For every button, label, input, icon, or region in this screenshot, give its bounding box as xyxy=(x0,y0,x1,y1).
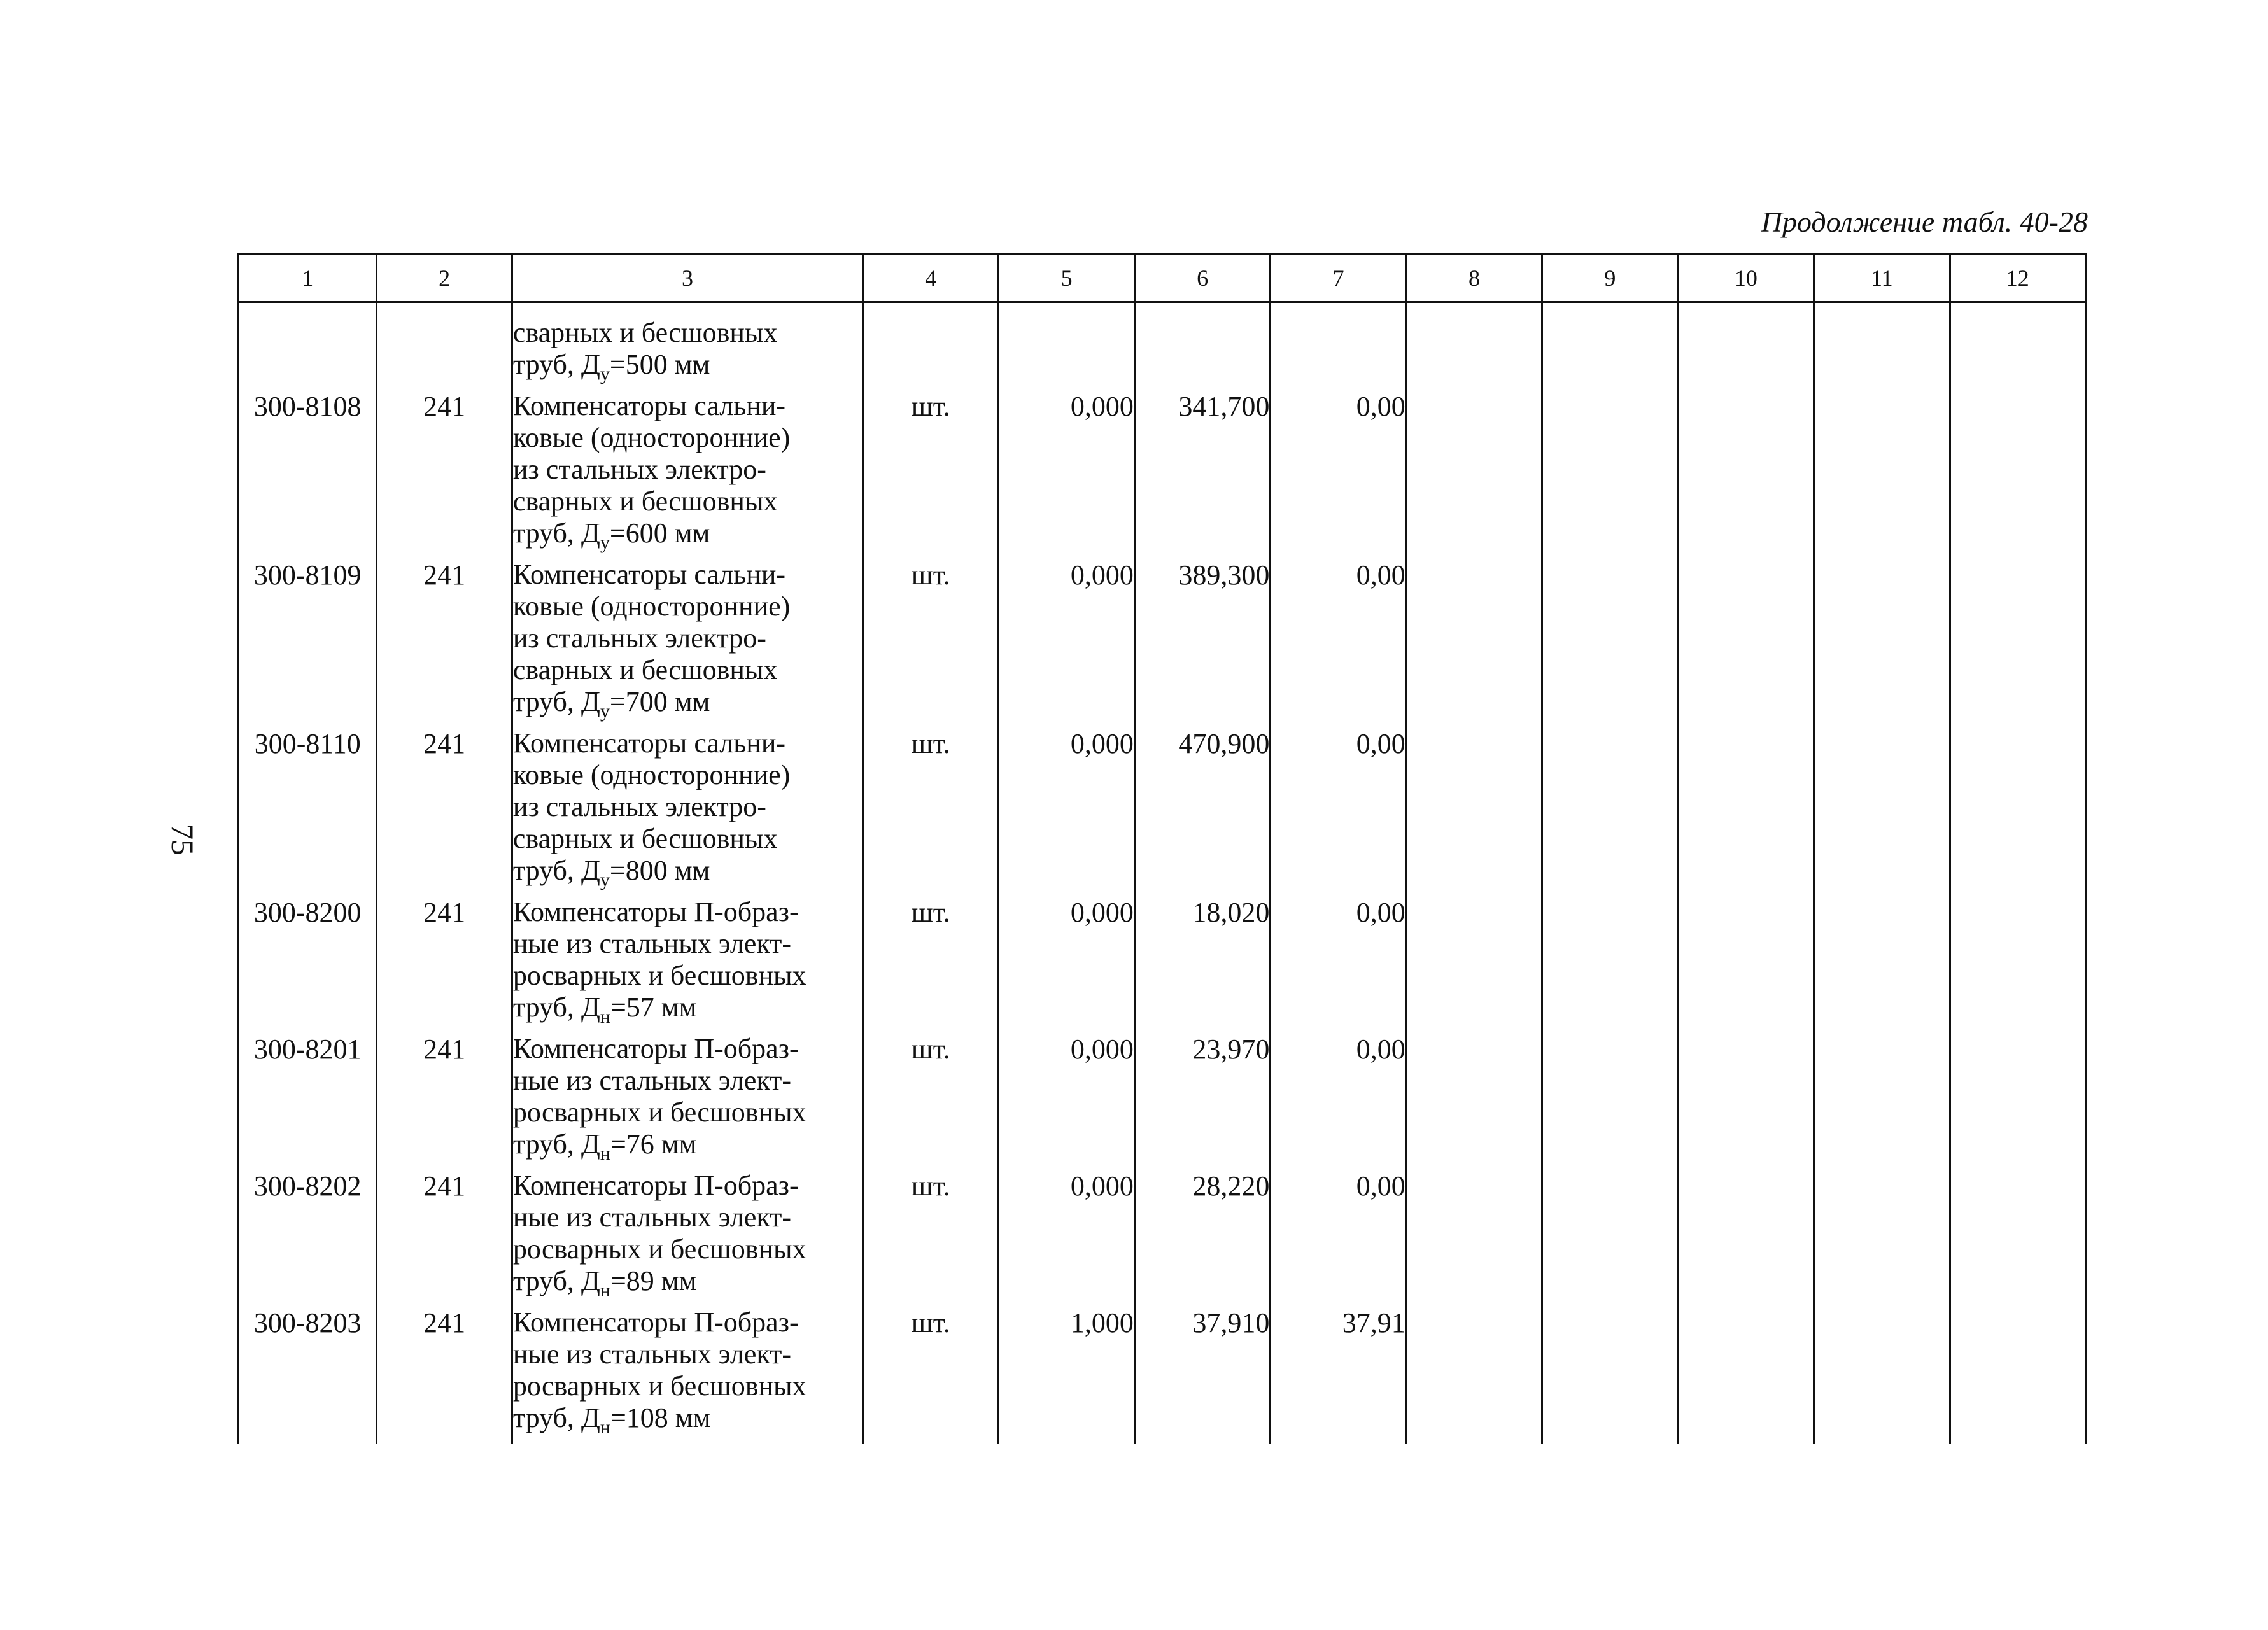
row-code xyxy=(239,302,377,391)
row-number: 241 xyxy=(377,559,512,727)
row-empty-col-10 xyxy=(1678,559,1814,727)
column-header-9: 9 xyxy=(1542,255,1678,302)
diameter-subscript: н xyxy=(600,1006,610,1027)
row-total: 0,00 xyxy=(1271,390,1406,559)
row-price: 28,220 xyxy=(1134,1170,1270,1307)
row-number: 241 xyxy=(377,727,512,896)
row-number: 241 xyxy=(377,1170,512,1307)
name-line: Компенсаторы сальни- xyxy=(512,559,786,590)
row-empty-col-8 xyxy=(1406,1033,1542,1170)
row-total: 0,00 xyxy=(1271,559,1406,727)
row-empty-col-10 xyxy=(1678,1033,1814,1170)
row-empty-col-12 xyxy=(1950,302,2086,391)
diameter-subscript: у xyxy=(600,532,610,553)
name-line: ковые (односторонние) xyxy=(512,422,791,453)
row-quantity: 0,000 xyxy=(999,559,1134,727)
name-line: сварных и бесшовных xyxy=(512,654,778,685)
name-line: росварных и бесшовных xyxy=(512,1097,806,1128)
name-line: Компенсаторы П-образ- xyxy=(512,1170,799,1201)
row-empty-col-11 xyxy=(1814,1307,1950,1444)
row-empty-col-11 xyxy=(1814,390,1950,559)
diameter-subscript: н xyxy=(600,1143,610,1164)
row-empty-col-8 xyxy=(1406,302,1542,391)
row-empty-col-10 xyxy=(1678,896,1814,1033)
row-empty-col-8 xyxy=(1406,1307,1542,1444)
row-name xyxy=(512,559,863,727)
row-name xyxy=(512,302,863,391)
row-empty-col-10 xyxy=(1678,1307,1814,1444)
row-empty-col-9 xyxy=(1542,1170,1678,1307)
row-price: 389,300 xyxy=(1134,559,1270,727)
name-line: Компенсаторы сальни- xyxy=(512,390,786,421)
row-empty-col-12 xyxy=(1950,896,2086,1033)
row-unit: шт. xyxy=(863,727,999,896)
row-empty-col-9 xyxy=(1542,390,1678,559)
row-number: 241 xyxy=(377,1307,512,1444)
diameter-subscript: н xyxy=(600,1417,610,1438)
row-number: 241 xyxy=(377,896,512,1033)
name-line: росварных и бесшовных xyxy=(512,1233,806,1265)
row-unit: шт. xyxy=(863,1170,999,1307)
row-code: 300-8200 xyxy=(239,896,377,1033)
name-line: из стальных электро- xyxy=(512,791,766,822)
table-row xyxy=(239,896,2086,1033)
table-row xyxy=(239,1170,2086,1307)
row-empty-col-9 xyxy=(1542,896,1678,1033)
name-line: из стальных электро- xyxy=(512,454,766,485)
row-empty-col-12 xyxy=(1950,727,2086,896)
row-quantity: 0,000 xyxy=(999,390,1134,559)
row-quantity: 0,000 xyxy=(999,896,1134,1033)
row-unit: шт. xyxy=(863,1033,999,1170)
name-line: сварных и бесшовных xyxy=(512,317,778,348)
table-row xyxy=(239,727,2086,896)
row-quantity: 0,000 xyxy=(999,727,1134,896)
name-line: ковые (односторонние) xyxy=(512,759,791,790)
page-number: 75 xyxy=(165,824,201,855)
diameter-subscript: у xyxy=(600,869,610,890)
row-quantity: 0,000 xyxy=(999,1033,1134,1170)
table-row xyxy=(239,559,2086,727)
row-empty-col-8 xyxy=(1406,896,1542,1033)
name-line: росварных и бесшовных xyxy=(512,1370,806,1402)
row-price: 37,910 xyxy=(1134,1307,1270,1444)
row-empty-col-11 xyxy=(1814,727,1950,896)
name-line: Компенсаторы П-образ- xyxy=(512,1033,799,1064)
price-table xyxy=(237,253,2087,1444)
row-price: 470,900 xyxy=(1134,727,1270,896)
row-total: 0,00 xyxy=(1271,727,1406,896)
name-line: труб, $Д_н=108$ мм xyxy=(512,1402,711,1438)
diameter-subscript: н xyxy=(600,1280,610,1301)
row-empty-col-12 xyxy=(1950,390,2086,559)
row-name xyxy=(512,1307,863,1444)
column-header-8: 8 xyxy=(1406,255,1542,302)
row-empty-col-8 xyxy=(1406,559,1542,727)
name-line: ковые (односторонние) xyxy=(512,591,791,622)
column-header-1: 1 xyxy=(239,255,377,302)
name-line: росварных и бесшовных xyxy=(512,960,806,991)
row-name xyxy=(512,896,863,1033)
row-empty-col-9 xyxy=(1542,727,1678,896)
table-row xyxy=(239,390,2086,559)
row-price: 18,020 xyxy=(1134,896,1270,1033)
row-unit: шт. xyxy=(863,1307,999,1444)
name-line: труб, $Д_н=76$ мм xyxy=(512,1128,697,1164)
row-name xyxy=(512,390,863,559)
column-header-7: 7 xyxy=(1271,255,1406,302)
row-code: 300-8110 xyxy=(239,727,377,896)
column-header-11: 11 xyxy=(1814,255,1950,302)
row-unit xyxy=(863,302,999,391)
row-empty-col-9 xyxy=(1542,1307,1678,1444)
row-total xyxy=(1271,302,1406,391)
table-caption: Продолжение табл. 40-28 xyxy=(1761,206,2088,238)
row-empty-col-11 xyxy=(1814,896,1950,1033)
name-line: ные из стальных элект- xyxy=(512,1202,792,1233)
row-code: 300-8202 xyxy=(239,1170,377,1307)
row-name xyxy=(512,727,863,896)
column-header-6: 6 xyxy=(1134,255,1270,302)
row-total: 0,00 xyxy=(1271,1033,1406,1170)
row-empty-col-8 xyxy=(1406,727,1542,896)
row-price xyxy=(1134,302,1270,391)
row-code: 300-8201 xyxy=(239,1033,377,1170)
row-empty-col-9 xyxy=(1542,1033,1678,1170)
name-line: ные из стальных элект- xyxy=(512,1338,792,1370)
name-line: Компенсаторы сальни- xyxy=(512,727,786,759)
row-empty-col-12 xyxy=(1950,1033,2086,1170)
diameter-subscript: у xyxy=(600,363,610,384)
column-header-3: 3 xyxy=(512,255,863,302)
row-unit: шт. xyxy=(863,559,999,727)
row-quantity xyxy=(999,302,1134,391)
row-empty-col-11 xyxy=(1814,559,1950,727)
row-empty-col-8 xyxy=(1406,1170,1542,1307)
name-line: труб, $Д_н=57$ мм xyxy=(512,992,697,1027)
row-empty-col-11 xyxy=(1814,302,1950,391)
row-empty-col-12 xyxy=(1950,1307,2086,1444)
row-empty-col-12 xyxy=(1950,1170,2086,1307)
row-empty-col-11 xyxy=(1814,1170,1950,1307)
column-header-2: 2 xyxy=(377,255,512,302)
row-empty-col-10 xyxy=(1678,302,1814,391)
column-header-5: 5 xyxy=(999,255,1134,302)
row-number: 241 xyxy=(377,1033,512,1170)
row-empty-col-12 xyxy=(1950,559,2086,727)
name-line: труб, $Д_у=500$ мм xyxy=(512,349,710,384)
row-number xyxy=(377,302,512,391)
row-name xyxy=(512,1033,863,1170)
row-empty-col-9 xyxy=(1542,302,1678,391)
table-row xyxy=(239,302,2086,391)
column-header-10: 10 xyxy=(1678,255,1814,302)
name-line: из стальных электро- xyxy=(512,622,766,654)
row-unit: шт. xyxy=(863,390,999,559)
row-code: 300-8109 xyxy=(239,559,377,727)
name-line: ные из стальных элект- xyxy=(512,1065,792,1096)
row-empty-col-10 xyxy=(1678,390,1814,559)
row-price: 23,970 xyxy=(1134,1033,1270,1170)
row-code: 300-8108 xyxy=(239,390,377,559)
row-empty-col-9 xyxy=(1542,559,1678,727)
row-number: 241 xyxy=(377,390,512,559)
header-row xyxy=(239,255,2086,302)
row-quantity: 1,000 xyxy=(999,1307,1134,1444)
row-price: 341,700 xyxy=(1134,390,1270,559)
row-empty-col-8 xyxy=(1406,390,1542,559)
name-line: труб, $Д_у=800$ мм xyxy=(512,855,710,890)
name-line: труб, $Д_у=600$ мм xyxy=(512,517,710,553)
name-line: Компенсаторы П-образ- xyxy=(512,896,799,927)
table-row xyxy=(239,1307,2086,1444)
row-unit: шт. xyxy=(863,896,999,1033)
name-line: труб, $Д_у=700$ мм xyxy=(512,686,710,722)
row-total: 37,91 xyxy=(1271,1307,1406,1444)
column-header-4: 4 xyxy=(863,255,999,302)
row-name xyxy=(512,1170,863,1307)
name-line: ные из стальных элект- xyxy=(512,928,792,959)
column-header-12: 12 xyxy=(1950,255,2086,302)
row-empty-col-10 xyxy=(1678,1170,1814,1307)
row-empty-col-10 xyxy=(1678,727,1814,896)
table-body xyxy=(239,302,2086,1444)
name-line: труб, $Д_н=89$ мм xyxy=(512,1265,697,1301)
name-line: сварных и бесшовных xyxy=(512,486,778,517)
diameter-subscript: у xyxy=(600,701,610,722)
name-line: сварных и бесшовных xyxy=(512,823,778,854)
row-empty-col-11 xyxy=(1814,1033,1950,1170)
row-total: 0,00 xyxy=(1271,1170,1406,1307)
row-total: 0,00 xyxy=(1271,896,1406,1033)
row-code: 300-8203 xyxy=(239,1307,377,1444)
table-row xyxy=(239,1033,2086,1170)
name-line: Компенсаторы П-образ- xyxy=(512,1307,799,1338)
row-quantity: 0,000 xyxy=(999,1170,1134,1307)
